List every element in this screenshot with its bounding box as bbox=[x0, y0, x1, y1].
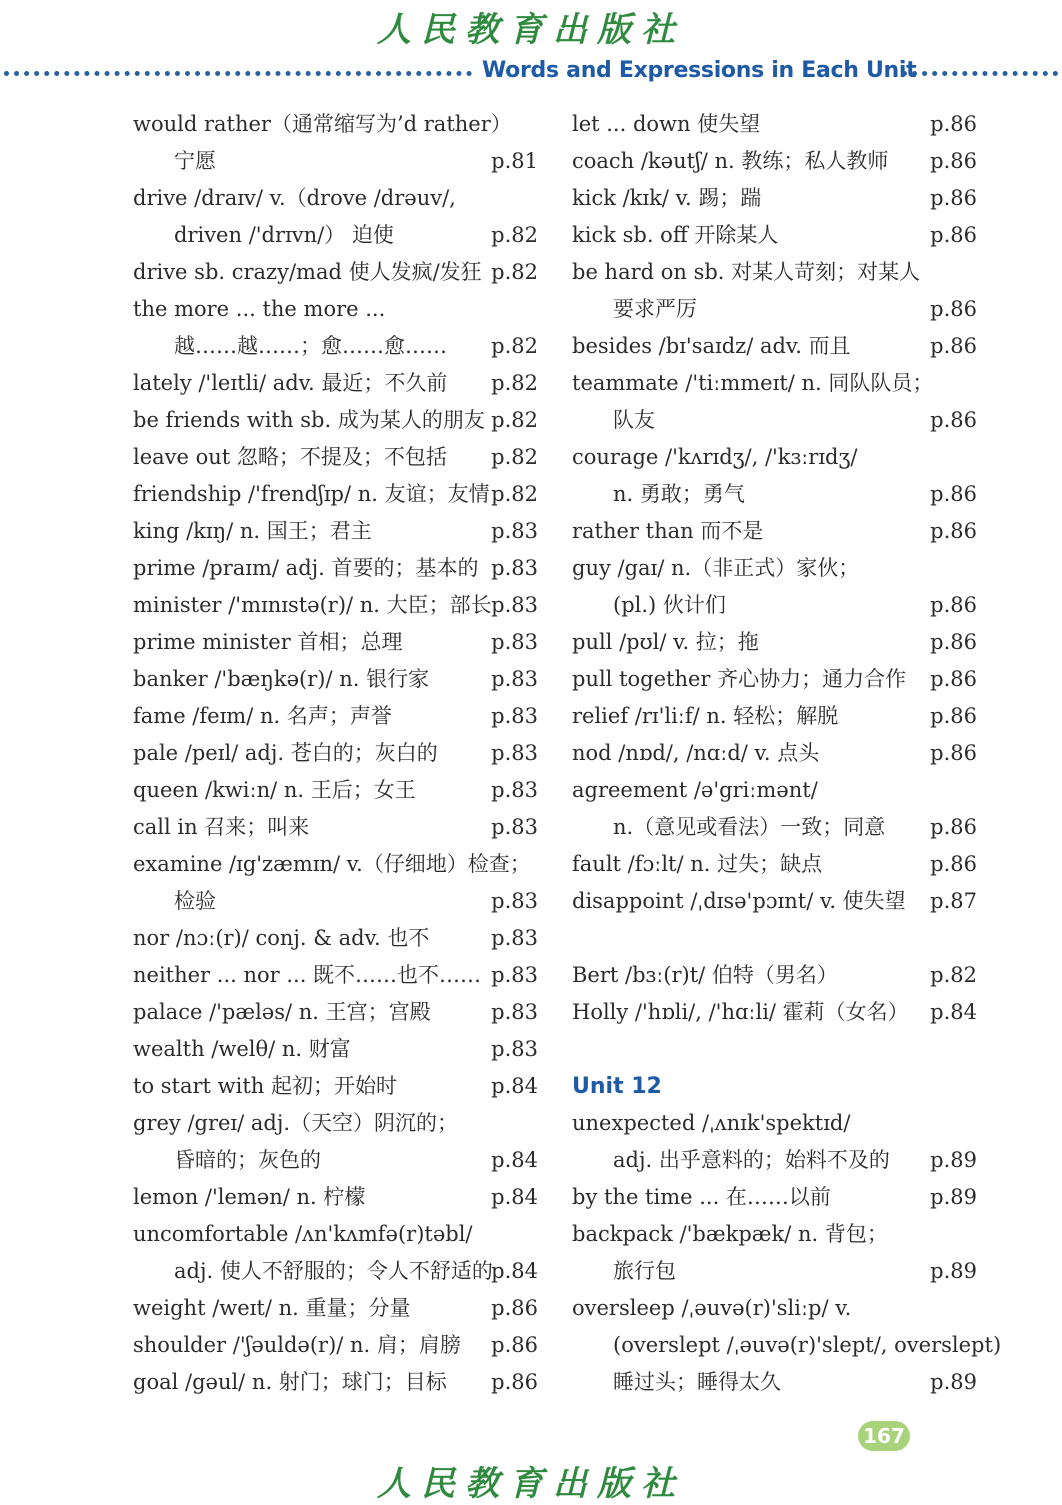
page-reference: p.86 bbox=[930, 741, 977, 765]
entry-text: kick /kɪk/ v. 踢；踹 bbox=[572, 186, 762, 210]
page-reference: p.84 bbox=[491, 1148, 538, 1172]
page-reference: p.89 bbox=[930, 1185, 977, 1209]
vocab-line bbox=[572, 587, 977, 624]
vocab-line bbox=[572, 772, 977, 809]
vocab-line bbox=[133, 1253, 538, 1290]
entry-text: lemon /'lemən/ n. 柠檬 bbox=[133, 1185, 366, 1209]
vocab-line bbox=[133, 402, 538, 439]
vocab-line bbox=[133, 1179, 538, 1216]
vocab-line bbox=[572, 661, 977, 698]
vocab-line bbox=[572, 217, 977, 254]
entry-text: 昏暗的；灰色的 bbox=[174, 1148, 321, 1172]
dotted-rule-left bbox=[4, 71, 472, 76]
vocab-line bbox=[133, 291, 538, 328]
vocab-line bbox=[572, 1179, 977, 1216]
entry-text: the more ... the more ... bbox=[133, 297, 386, 321]
vocab-line bbox=[133, 1031, 538, 1068]
vocab-line bbox=[133, 698, 538, 735]
page-reference: p.86 bbox=[930, 482, 977, 506]
vocab-line bbox=[133, 846, 538, 883]
page-reference: p.82 bbox=[491, 260, 538, 284]
vocab-line bbox=[572, 328, 977, 365]
entry-text: be hard on sb. 对某人苛刻；对某人 bbox=[572, 260, 921, 284]
page-reference: p.83 bbox=[491, 778, 538, 802]
page-reference: p.86 bbox=[930, 149, 977, 173]
entry-text: to start with 起初；开始时 bbox=[133, 1074, 397, 1098]
entry-text: adj. 出乎意料的；始料不及的 bbox=[613, 1148, 890, 1172]
vocab-line bbox=[572, 883, 977, 920]
unit-title: Unit 12 bbox=[572, 1074, 662, 1099]
vocab-line bbox=[572, 143, 977, 180]
vocab-line bbox=[133, 1216, 538, 1253]
entry-text: 旅行包 bbox=[613, 1259, 676, 1283]
entry-text: lately /'leɪtli/ adv. 最近；不久前 bbox=[133, 371, 448, 395]
page-reference: p.89 bbox=[930, 1370, 977, 1394]
vocab-line bbox=[133, 217, 538, 254]
entry-text: palace /'pæləs/ n. 王宫；宫殿 bbox=[133, 1000, 431, 1024]
entry-text: nod /nɒd/, /nɑːd/ v. 点头 bbox=[572, 741, 820, 765]
vocab-line bbox=[133, 1290, 538, 1327]
section-title: Words and Expressions in Each Unit bbox=[482, 58, 917, 83]
entry-text: (overslept /ˌəuvə(r)'slept/, overslept) bbox=[613, 1333, 1002, 1357]
vocab-line bbox=[133, 661, 538, 698]
entry-text: pull together 齐心协力；通力合作 bbox=[572, 667, 907, 691]
entry-text: kick sb. off 开除某人 bbox=[572, 223, 779, 247]
entry-text: weight /weɪt/ n. 重量；分量 bbox=[133, 1296, 411, 1320]
entry-text: shoulder /'ʃəuldə(r)/ n. 肩；肩膀 bbox=[133, 1333, 461, 1357]
vocab-line bbox=[572, 1327, 1002, 1364]
spacer bbox=[572, 920, 977, 957]
entry-text: pull /pʊl/ v. 拉；拖 bbox=[572, 630, 759, 654]
entry-text: n.（意见或看法）一致；同意 bbox=[613, 815, 886, 839]
entry-text: backpack /'bækpæk/ n. 背包； bbox=[572, 1222, 888, 1246]
vocab-line bbox=[133, 328, 538, 365]
vocab-line bbox=[572, 846, 977, 883]
vocab-line bbox=[133, 994, 538, 1031]
page-reference: p.83 bbox=[491, 593, 538, 617]
entry-text: fault /fɔːlt/ n. 过失；缺点 bbox=[572, 852, 823, 876]
vocab-line bbox=[572, 1253, 977, 1290]
entry-text: 检验 bbox=[174, 889, 216, 913]
entry-text: neither ... nor ... 既不……也不…… bbox=[133, 963, 482, 987]
entry-text: nor /nɔː(r)/ conj. & adv. 也不 bbox=[133, 926, 430, 950]
vocab-line bbox=[133, 587, 538, 624]
entry-text: teammate /'tiːmmeɪt/ n. 同队队员； bbox=[572, 371, 934, 395]
vocab-line bbox=[133, 1105, 538, 1142]
entry-text: 越……越……；愈……愈…… bbox=[174, 334, 447, 358]
entry-text: n. 勇敢；勇气 bbox=[613, 482, 745, 506]
page-reference: p.84 bbox=[491, 1074, 538, 1098]
entry-text: guy /gaɪ/ n.（非正式）家伙； bbox=[572, 556, 860, 580]
page-reference: p.83 bbox=[491, 704, 538, 728]
entry-text: coach /kəutʃ/ n. 教练；私人教师 bbox=[572, 149, 889, 173]
vocab-line bbox=[572, 180, 977, 217]
page-reference: p.83 bbox=[491, 926, 538, 950]
page-reference: p.82 bbox=[930, 963, 977, 987]
publisher-logo-top: 人民教育出版社 bbox=[377, 10, 685, 50]
vocab-line bbox=[133, 772, 538, 809]
unit-heading bbox=[572, 1068, 977, 1105]
entry-text: besides /bɪ'saɪdz/ adv. 而且 bbox=[572, 334, 851, 358]
page-reference: p.83 bbox=[491, 519, 538, 543]
entry-text: 要求严厉 bbox=[613, 297, 697, 321]
entry-text: call in 召来；叫来 bbox=[133, 815, 310, 839]
vocab-line bbox=[572, 1216, 977, 1253]
entry-text: uncomfortable /ʌn'kʌmfə(r)təbl/ bbox=[133, 1222, 473, 1246]
vocab-line bbox=[133, 439, 538, 476]
entry-text: driven /'drɪvn/） 迫使 bbox=[174, 223, 394, 247]
vocab-line bbox=[133, 624, 538, 661]
entry-text: be friends with sb. 成为某人的朋友 bbox=[133, 408, 485, 432]
entry-text: unexpected /ˌʌnɪk'spektɪd/ bbox=[572, 1111, 851, 1135]
vocab-line bbox=[133, 513, 538, 550]
page-reference: p.84 bbox=[491, 1259, 538, 1283]
page-reference: p.82 bbox=[491, 371, 538, 395]
page-reference: p.82 bbox=[491, 408, 538, 432]
page-reference: p.86 bbox=[930, 297, 977, 321]
vocab-line bbox=[572, 402, 977, 439]
vocab-line bbox=[133, 476, 538, 513]
vocab-line bbox=[133, 254, 538, 291]
vocab-line bbox=[133, 365, 538, 402]
vocab-line bbox=[572, 476, 977, 513]
page-reference: p.86 bbox=[930, 630, 977, 654]
entry-text: leave out 忽略；不提及；不包括 bbox=[133, 445, 447, 469]
page-reference: p.86 bbox=[930, 186, 977, 210]
entry-text: queen /kwiːn/ n. 王后；女王 bbox=[133, 778, 416, 802]
vocab-line bbox=[133, 143, 538, 180]
page-reference: p.86 bbox=[930, 852, 977, 876]
entry-text: 睡过头；睡得太久 bbox=[613, 1370, 781, 1394]
page-reference: p.86 bbox=[930, 667, 977, 691]
page-reference: p.89 bbox=[930, 1259, 977, 1283]
page-reference: p.83 bbox=[491, 630, 538, 654]
page-reference: p.83 bbox=[491, 963, 538, 987]
section-header bbox=[0, 58, 1062, 88]
entry-text: would rather（通常缩写为’d rather） bbox=[133, 112, 512, 136]
vocab-line bbox=[572, 1364, 977, 1401]
vocab-line bbox=[133, 957, 538, 994]
page-reference: p.87 bbox=[930, 889, 977, 913]
page-reference: p.86 bbox=[930, 815, 977, 839]
vocab-line bbox=[572, 291, 977, 328]
page-reference: p.89 bbox=[930, 1148, 977, 1172]
entry-text: drive /draɪv/ v.（drove /drəuv/, bbox=[133, 186, 456, 210]
vocab-line bbox=[133, 106, 538, 143]
page-reference: p.83 bbox=[491, 556, 538, 580]
vocab-line bbox=[572, 624, 977, 661]
entry-text: banker /'bæŋkə(r)/ n. 银行家 bbox=[133, 667, 430, 691]
page-reference: p.81 bbox=[491, 149, 538, 173]
page-reference: p.82 bbox=[491, 334, 538, 358]
vocab-line bbox=[572, 994, 977, 1031]
entry-text: prime minister 首相；总理 bbox=[133, 630, 403, 654]
entry-text: grey /greɪ/ adj.（天空）阴沉的； bbox=[133, 1111, 459, 1135]
page-reference: p.82 bbox=[491, 445, 538, 469]
entry-text: friendship /'frendʃɪp/ n. 友谊；友情 bbox=[133, 482, 490, 506]
entry-text: Holly /'hɒli/, /'hɑːli/ 霍莉（女名） bbox=[572, 1000, 909, 1024]
entry-text: pale /peɪl/ adj. 苍白的；灰白的 bbox=[133, 741, 438, 765]
vocab-line bbox=[133, 550, 538, 587]
entry-text: disappoint /ˌdɪsə'pɔɪnt/ v. 使失望 bbox=[572, 889, 906, 913]
page-reference: p.82 bbox=[491, 223, 538, 247]
vocab-line bbox=[572, 254, 977, 291]
entry-text: wealth /welθ/ n. 财富 bbox=[133, 1037, 351, 1061]
entry-text: relief /rɪ'liːf/ n. 轻松；解脱 bbox=[572, 704, 839, 728]
entry-text: goal /gəul/ n. 射门；球门；目标 bbox=[133, 1370, 447, 1394]
vocab-line bbox=[133, 883, 538, 920]
vocabulary-column-right bbox=[572, 106, 1002, 1401]
entry-text: by the time ... 在……以前 bbox=[572, 1185, 831, 1209]
entry-text: adj. 使人不舒服的；令人不舒适的 bbox=[174, 1259, 493, 1283]
page-reference: p.86 bbox=[491, 1370, 538, 1394]
page-reference: p.86 bbox=[491, 1333, 538, 1357]
vocab-line bbox=[133, 180, 538, 217]
page-reference: p.86 bbox=[930, 223, 977, 247]
page-reference: p.86 bbox=[930, 593, 977, 617]
entry-text: drive sb. crazy/mad 使人发疯/发狂 bbox=[133, 260, 482, 284]
entry-text: (pl.) 伙计们 bbox=[613, 593, 726, 617]
vocab-line bbox=[572, 809, 977, 846]
spacer bbox=[572, 1031, 977, 1068]
entry-text: prime /praɪm/ adj. 首要的；基本的 bbox=[133, 556, 479, 580]
page-reference: p.82 bbox=[491, 482, 538, 506]
page-reference: p.86 bbox=[930, 334, 977, 358]
vocabulary-column-left bbox=[133, 106, 538, 1401]
entry-text: let ... down 使失望 bbox=[572, 112, 761, 136]
page-reference: p.83 bbox=[491, 1000, 538, 1024]
vocab-line bbox=[572, 365, 977, 402]
page-reference: p.83 bbox=[491, 667, 538, 691]
page-reference: p.84 bbox=[930, 1000, 977, 1024]
entry-text: oversleep /ˌəuvə(r)'sliːp/ v. bbox=[572, 1296, 852, 1320]
page-number-badge: 167 bbox=[858, 1421, 910, 1451]
vocab-line bbox=[572, 106, 977, 143]
publisher-logo-bottom: 人民教育出版社 bbox=[377, 1464, 685, 1504]
entry-text: fame /feɪm/ n. 名声；声誉 bbox=[133, 704, 392, 728]
vocab-line bbox=[133, 1327, 538, 1364]
vocab-line bbox=[133, 1364, 538, 1401]
entry-text: Bert /bɜː(r)t/ 伯特（男名） bbox=[572, 963, 838, 987]
entry-text: rather than 而不是 bbox=[572, 519, 764, 543]
vocab-line bbox=[572, 1105, 977, 1142]
entry-text: king /kɪŋ/ n. 国王；君主 bbox=[133, 519, 372, 543]
vocab-line bbox=[572, 698, 977, 735]
page-reference: p.86 bbox=[930, 112, 977, 136]
vocab-line bbox=[572, 1142, 977, 1179]
vocab-line bbox=[572, 439, 977, 476]
page-reference: p.86 bbox=[930, 408, 977, 432]
entry-text: 宁愿 bbox=[174, 149, 216, 173]
vocab-line bbox=[133, 920, 538, 957]
page-reference: p.84 bbox=[491, 1185, 538, 1209]
entry-text: 队友 bbox=[613, 408, 655, 432]
vocab-line bbox=[133, 1068, 538, 1105]
page-reference: p.83 bbox=[491, 741, 538, 765]
entry-text: examine /ɪg'zæmɪn/ v.（仔细地）检查； bbox=[133, 852, 531, 876]
dotted-rule-right bbox=[902, 71, 1058, 76]
vocab-line bbox=[133, 1142, 538, 1179]
page-reference: p.83 bbox=[491, 889, 538, 913]
vocab-line bbox=[133, 735, 538, 772]
page-reference: p.83 bbox=[491, 1037, 538, 1061]
page-reference: p.83 bbox=[491, 815, 538, 839]
entry-text: minister /'mɪnɪstə(r)/ n. 大臣；部长 bbox=[133, 593, 492, 617]
page-reference: p.86 bbox=[930, 519, 977, 543]
vocab-line bbox=[572, 550, 977, 587]
entry-text: courage /'kʌrɪdʒ/, /'kɜːrɪdʒ/ bbox=[572, 445, 858, 469]
vocab-line bbox=[572, 957, 977, 994]
entry-text: agreement /ə'griːmənt/ bbox=[572, 778, 818, 802]
vocab-line bbox=[572, 513, 977, 550]
page-reference: p.86 bbox=[930, 704, 977, 728]
vocab-line bbox=[572, 1290, 977, 1327]
vocab-line bbox=[572, 735, 977, 772]
vocab-line bbox=[133, 809, 538, 846]
page-reference: p.86 bbox=[491, 1296, 538, 1320]
